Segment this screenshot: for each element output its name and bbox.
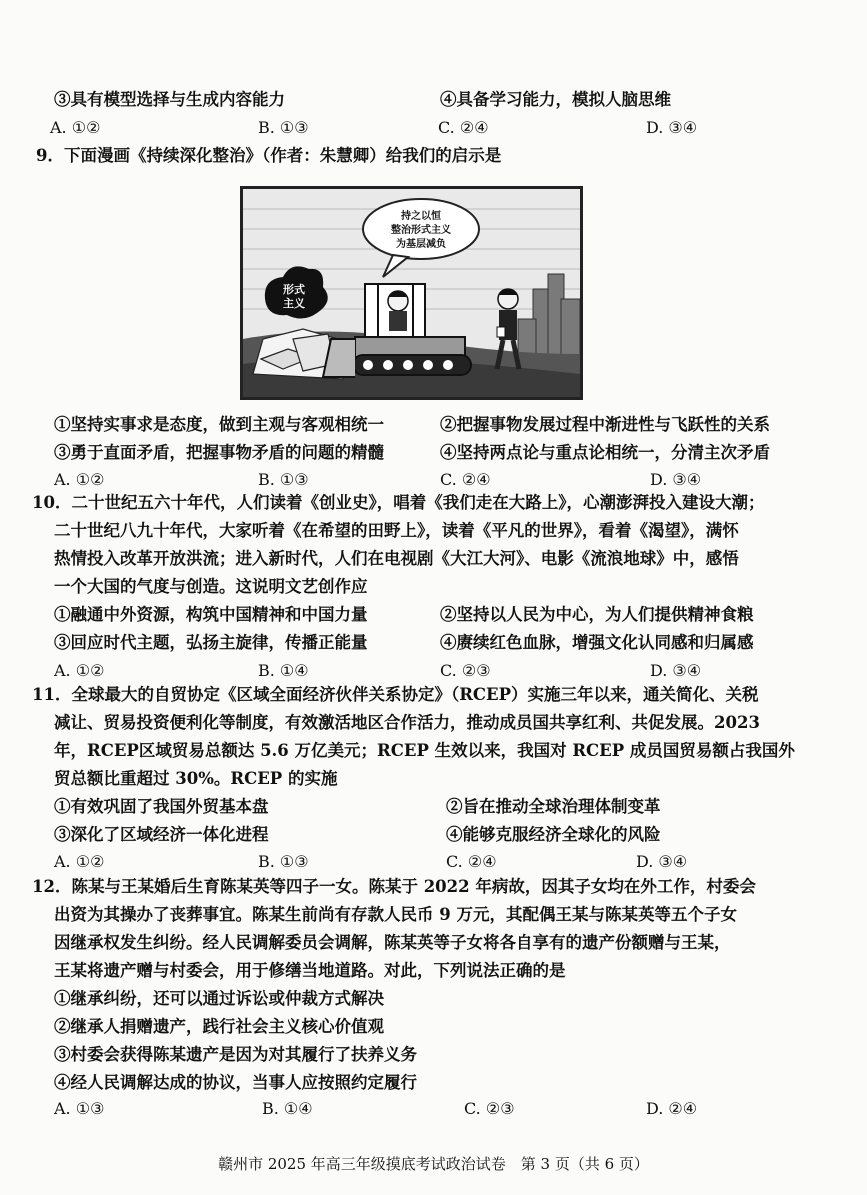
comic-pile-label-2: 主义 — [283, 297, 305, 310]
q10-option-2: ②坚持以人民为中心，为人们提供精神食粮 — [440, 605, 754, 624]
q12-option-3: ③村委会获得陈某遗产是因为对其履行了扶养义务 — [54, 1045, 417, 1064]
q8-answer-b: B. ①③ — [258, 118, 309, 137]
q11-stem-line-1: 11．全球最大的自贸协定《区域全面经济伙伴关系协定》（RCEP）实施三年以来，通关简化、关税 — [32, 685, 759, 704]
q10-stem-line-3: 热情投入改革开放洪流；进入新时代，人们在电视剧《大江大河》、电影《流浪地球》中，感悟 — [54, 549, 739, 568]
q12-stem-line-2: 出资为其操办了丧葬事宜。陈某生前尚有存款人民币 9 万元，其配偶王某与陈某英等五个子女 — [54, 905, 737, 924]
comic-image — [240, 186, 583, 400]
q11-answer-d: D. ③④ — [636, 852, 688, 871]
q11-option-1: ①有效巩固了我国外贸基本盘 — [54, 797, 269, 816]
q11-answer-a: A. ①② — [54, 852, 105, 871]
q12-answer-b: B. ①④ — [262, 1099, 313, 1118]
q8-option-3: ③具有模型选择与生成内容能力 — [54, 90, 285, 109]
q11-option-2: ②旨在推动全球治理体制变革 — [446, 797, 661, 816]
q9-stem: 9．下面漫画《持续深化整治》（作者：朱慧卿）给我们的启示是 — [36, 146, 502, 165]
q12-option-1: ①继承纠纷，还可以通过诉讼或仲裁方式解决 — [54, 989, 384, 1008]
q12-answer-c: C. ②③ — [464, 1099, 515, 1118]
q12-stem-line-4: 王某将遗产赠与村委会，用于修缮当地道路。对此，下列说法正确的是 — [54, 961, 566, 980]
q11-option-4: ④能够克服经济全球化的风险 — [446, 825, 661, 844]
q12-answer-d: D. ②④ — [646, 1099, 698, 1118]
q9-answer-b: B. ①③ — [258, 470, 309, 489]
q9-option-3: ③勇于直面矛盾，把握事物矛盾的问题的精髓 — [54, 443, 384, 462]
q10-answer-d: D. ③④ — [650, 661, 702, 680]
q9-option-2: ②把握事物发展过程中渐进性与飞跃性的关系 — [440, 415, 770, 434]
q10-stem-line-1: 10．二十世纪五六十年代，人们读着《创业史》，唱着《我们走在大路上》，心潮澎湃投入建设大潮； — [32, 493, 765, 512]
q9-option-1: ①坚持实事求是态度，做到主观与客观相统一 — [54, 415, 384, 434]
q8-answer-d: D. ③④ — [646, 118, 698, 137]
comic-bubble-line-1: 持之以恒 — [401, 211, 441, 222]
q10-answer-a: A. ①② — [54, 661, 105, 680]
q11-answer-b: B. ①③ — [258, 852, 309, 871]
q9-option-4: ④坚持两点论与重点论相统一，分清主次矛盾 — [440, 443, 770, 462]
q10-option-4: ④赓续红色血脉，增强文化认同感和归属感 — [440, 633, 754, 652]
page-footer: 赣州市 2025 年高三年级摸底考试政治试卷 第 3 页（共 6 页） — [218, 1155, 649, 1173]
q8-answer-a: A. ①② — [50, 118, 101, 137]
q11-stem-line-3: 年，RCEP区域贸易总额达 5.6 万亿美元；RCEP 生效以来，我国对 RCEP 成员国贸易额占我国外 — [54, 741, 795, 760]
q10-option-3: ③回应时代主题，弘扬主旋律，传播正能量 — [54, 633, 368, 652]
q11-stem-line-4: 贸总额比重超过 30%。RCEP 的实施 — [54, 769, 338, 788]
q12-option-4: ④经人民调解达成的协议，当事人应按照约定履行 — [54, 1073, 417, 1092]
q11-stem-line-2: 减让、贸易投资便利化等制度，有效激活地区合作活力，推动成员国共享红利、共促发展。2023 — [54, 713, 760, 732]
q12-option-2: ②继承人捐赠遗产，践行社会主义核心价值观 — [54, 1017, 384, 1036]
q8-option-4: ④具备学习能力，模拟人脑思维 — [440, 90, 671, 109]
q9-answer-c: C. ②④ — [440, 470, 491, 489]
q12-stem-line-3: 因继承权发生纠纷。经人民调解委员会调解，陈某英等子女将各自享有的遗产份额赠与王某， — [54, 933, 731, 952]
q10-stem-line-2: 二十世纪八九十年代，大家听着《在希望的田野上》，读着《平凡的世界》，看着《渴望》，满怀 — [54, 521, 739, 540]
q9-answer-a: A. ①② — [54, 470, 105, 489]
q12-answer-a: A. ①③ — [54, 1099, 105, 1118]
q10-stem-line-4: 一个大国的气度与创造。这说明文艺创作应 — [54, 577, 368, 596]
q10-option-1: ①融通中外资源，构筑中国精神和中国力量 — [54, 605, 368, 624]
q8-answer-c: C. ②④ — [438, 118, 489, 137]
q11-option-3: ③深化了区域经济一体化进程 — [54, 825, 269, 844]
comic-bubble-line-2: 整治形式主义 — [391, 225, 451, 236]
q10-answer-b: B. ①④ — [258, 661, 309, 680]
q12-stem-line-1: 12．陈某与王某婚后生育陈某英等四子一女。陈某于 2022 年病故，因其子女均在外工作，村委会 — [32, 877, 756, 896]
comic-pile-label-1: 形式 — [283, 283, 305, 296]
q11-answer-c: C. ②④ — [446, 852, 497, 871]
q9-answer-d: D. ③④ — [650, 470, 702, 489]
comic-bubble-line-3: 为基层减负 — [396, 239, 446, 250]
q10-answer-c: C. ②③ — [440, 661, 491, 680]
